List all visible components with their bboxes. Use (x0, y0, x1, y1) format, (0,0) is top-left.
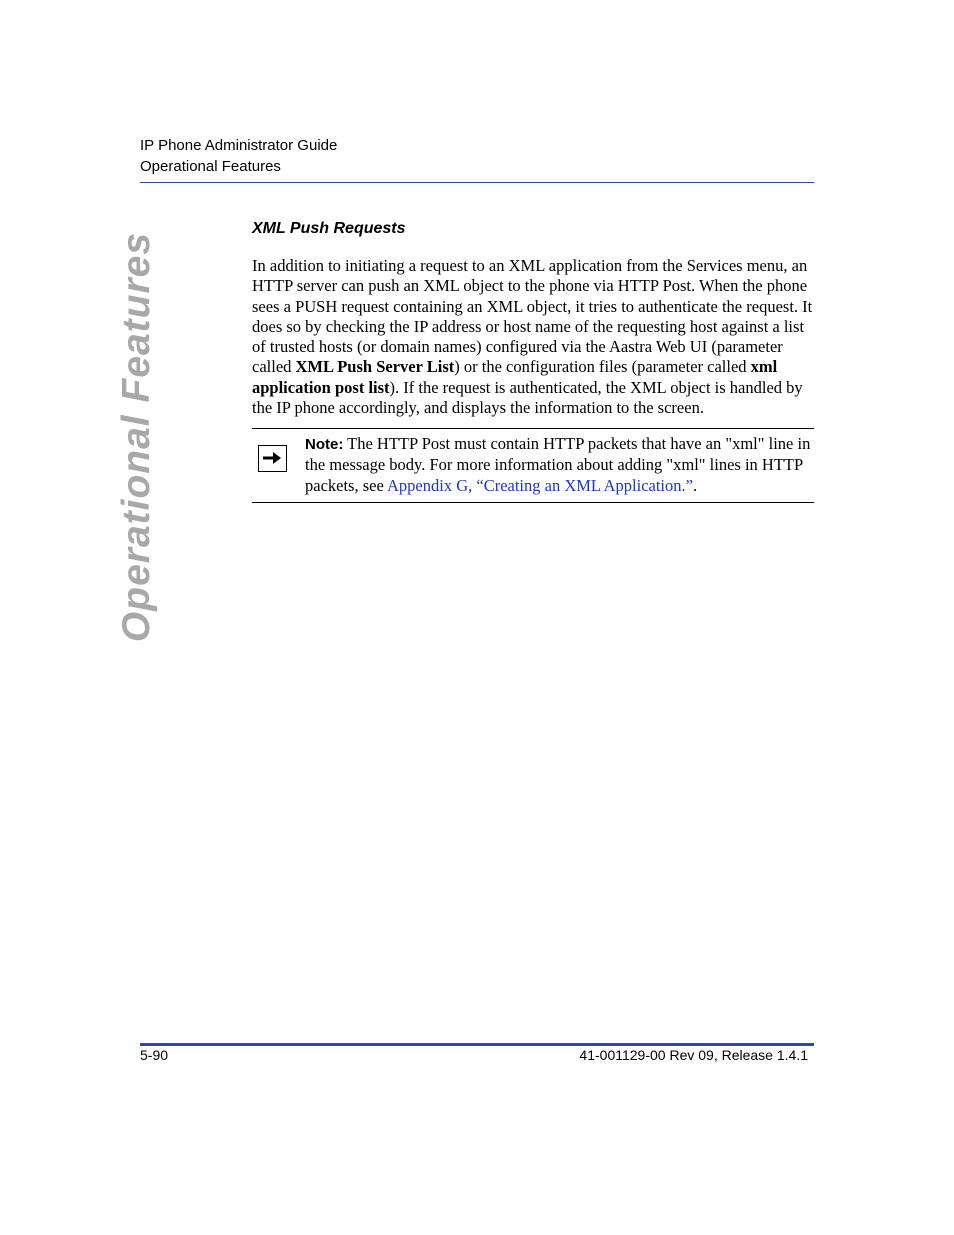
note-top-divider (252, 428, 814, 429)
page-number: 5-90 (140, 1047, 169, 1063)
note-label: Note: (305, 436, 344, 453)
param-xml-push-server-list: XML Push Server List (295, 357, 455, 377)
note-text: The HTTP Post must contain HTTP packets that have an "xml" line in the message body. For more information about adding "xml" lines in HTTP packets, see (305, 434, 811, 495)
side-chapter-tab: Operational Features (115, 231, 158, 643)
header-chapter: Operational Features (140, 158, 281, 175)
header-divider (140, 182, 814, 183)
note-body (305, 434, 817, 496)
header-doc-title: IP Phone Administrator Guide (140, 137, 338, 154)
paragraph-text-2: ) or the configuration files (parameter called (454, 357, 751, 377)
param-xml-application-post-list: xml application post list (252, 357, 778, 397)
section-title: XML Push Requests (252, 220, 406, 237)
arrow-right-icon (258, 445, 287, 472)
paragraph-text-3: ). If the request is authenticated, the XML object is handled by the IP phone accordingly, and displays the information to the screen. (252, 377, 803, 418)
section-paragraph (252, 256, 818, 418)
document-id: 41-001129-00 Rev 09, Release 1.4.1 (579, 1047, 808, 1063)
note-trailing: . (692, 475, 698, 495)
paragraph-text-1: In addition to initiating a request to an XML application from the Services menu, an HTTP server can push an XML object to the phone via HTTP Post. When the phone sees a PUSH request containing an XML object, it tries to authenticate the request. It does so by checking the IP address or host name of the requesting host against a list of trusted hosts (or domain names) configured via the Aastra Web UI (parameter called (252, 256, 813, 377)
page-header (140, 135, 337, 177)
appendix-g-link[interactable]: Appendix G, “Creating an XML Application.” (387, 475, 693, 495)
note-bottom-divider (252, 502, 814, 503)
